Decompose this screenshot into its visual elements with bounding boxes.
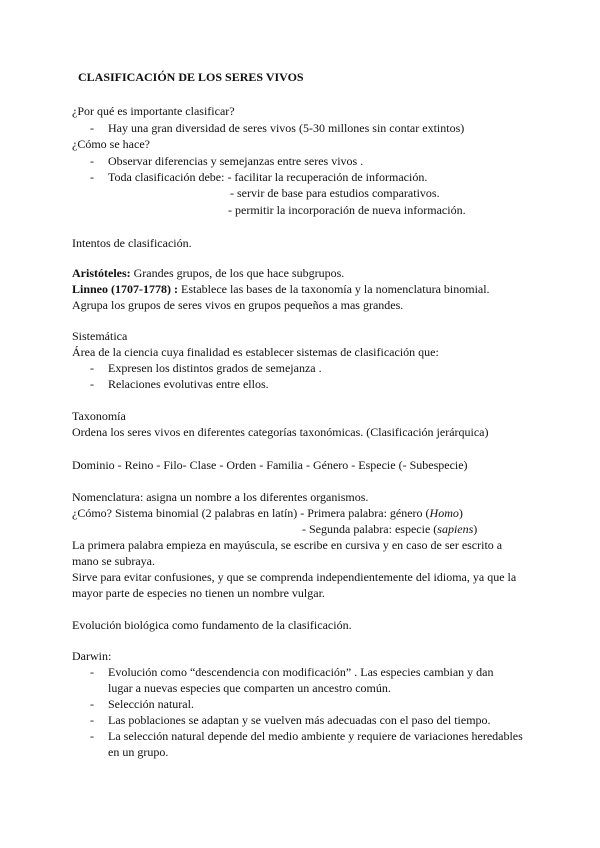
bullet: - <box>90 697 94 711</box>
binomial-line-1 <box>72 506 463 520</box>
list-item: Las poblaciones se adaptan y se vuelven más adecuadas con el paso del tiempo. <box>108 713 491 727</box>
paragraph-line: Sirve para evitar confusiones, y que se comprenda independientemente del idioma, ya que la <box>72 570 517 584</box>
paragraph-line: mayor parte de especies no tienen un nombre vulgar. <box>72 586 325 600</box>
question-why: ¿Por qué es importante clasificar? <box>72 104 235 118</box>
list-item: Expresen los distintos grados de semejanza . <box>108 361 322 375</box>
list-item: Hay una gran diversidad de seres vivos (5-30 millones sin contar extintos) <box>108 121 465 135</box>
close-paren: ) <box>473 522 478 536</box>
aristoteles-line <box>72 266 344 280</box>
bullet: - <box>90 170 94 184</box>
aristoteles-name: Aristóteles: <box>72 266 131 280</box>
taxonomia-definition: Ordena los seres vivos en diferentes categorías taxonómicas. (Clasificación jerárquica) <box>72 425 489 439</box>
paragraph-line: mano se subraya. <box>72 554 155 568</box>
list-item: Evolución como “descendencia con modificación” . Las especies cambian y dan <box>108 665 494 679</box>
bullet: - <box>90 377 94 391</box>
bullet: - <box>90 729 94 743</box>
genus-example: Homo <box>429 506 459 520</box>
binomial-text: - Segunda palabra: especie ( <box>302 522 438 536</box>
taxonomic-hierarchy: Dominio - Reino - Filo- Clase - Orden - Familia - Género - Especie (- Subespecie) <box>72 458 468 472</box>
section-evolucion: Evolución biológica como fundamento de la clasificación. <box>72 618 352 632</box>
linneo-name: Linneo (1707-1778) : <box>72 282 178 296</box>
linneo-text: Establece las bases de la taxonomía y la nomenclatura binomial. <box>178 282 490 296</box>
list-item-continuation: - servir de base para estudios comparativos. <box>230 186 440 200</box>
list-item: Toda clasificación debe: - facilitar la recuperación de información. <box>108 170 428 184</box>
bullet: - <box>90 121 94 135</box>
nomenclatura-line: Nomenclatura: asigna un nombre a los diferentes organismos. <box>72 490 369 504</box>
linneo-line <box>72 282 490 296</box>
linneo-line-2: Agrupa los grupos de seres vivos en grupos pequeños a mas grandes. <box>72 298 404 312</box>
list-item: Observar diferencias y semejanzas entre seres vivos . <box>108 154 364 168</box>
sistematica-definition: Área de la ciencia cuya finalidad es establecer sistemas de clasificación que: <box>72 345 439 359</box>
bullet: - <box>90 665 94 679</box>
list-item-continuation: lugar a nuevas especies que comparten un ancestro común. <box>108 681 391 695</box>
section-darwin: Darwin: <box>72 649 112 663</box>
bullet: - <box>90 154 94 168</box>
binomial-text: ¿Cómo? Sistema binomial (2 palabras en latín) - Primera palabra: género ( <box>72 506 430 520</box>
list-item-continuation: en un grupo. <box>108 745 169 759</box>
close-paren: ) <box>458 506 463 520</box>
list-item: Selección natural. <box>108 697 194 711</box>
list-item: Relaciones evolutivas entre ellos. <box>108 377 269 391</box>
aristoteles-text: Grandes grupos, de los que hace subgrupos. <box>130 266 345 280</box>
bullet: - <box>90 713 94 727</box>
question-how: ¿Cómo se hace? <box>72 137 150 151</box>
section-sistematica: Sistemática <box>72 329 128 343</box>
section-taxonomia: Taxonomía <box>72 409 126 423</box>
section-intentos: Intentos de clasificación. <box>72 236 192 250</box>
bullet: - <box>90 361 94 375</box>
species-example: sapiens <box>437 522 474 536</box>
list-item: La selección natural depende del medio ambiente y requiere de variaciones heredables <box>108 729 523 743</box>
binomial-line-2 <box>302 522 477 536</box>
page-title: CLASIFICACIÓN DE LOS SERES VIVOS <box>78 70 304 84</box>
paragraph-line: La primera palabra empieza en mayúscula, se escribe en cursiva y en caso de ser escrito a <box>72 538 503 552</box>
list-item-continuation: - permitir la incorporación de nueva información. <box>228 203 466 217</box>
